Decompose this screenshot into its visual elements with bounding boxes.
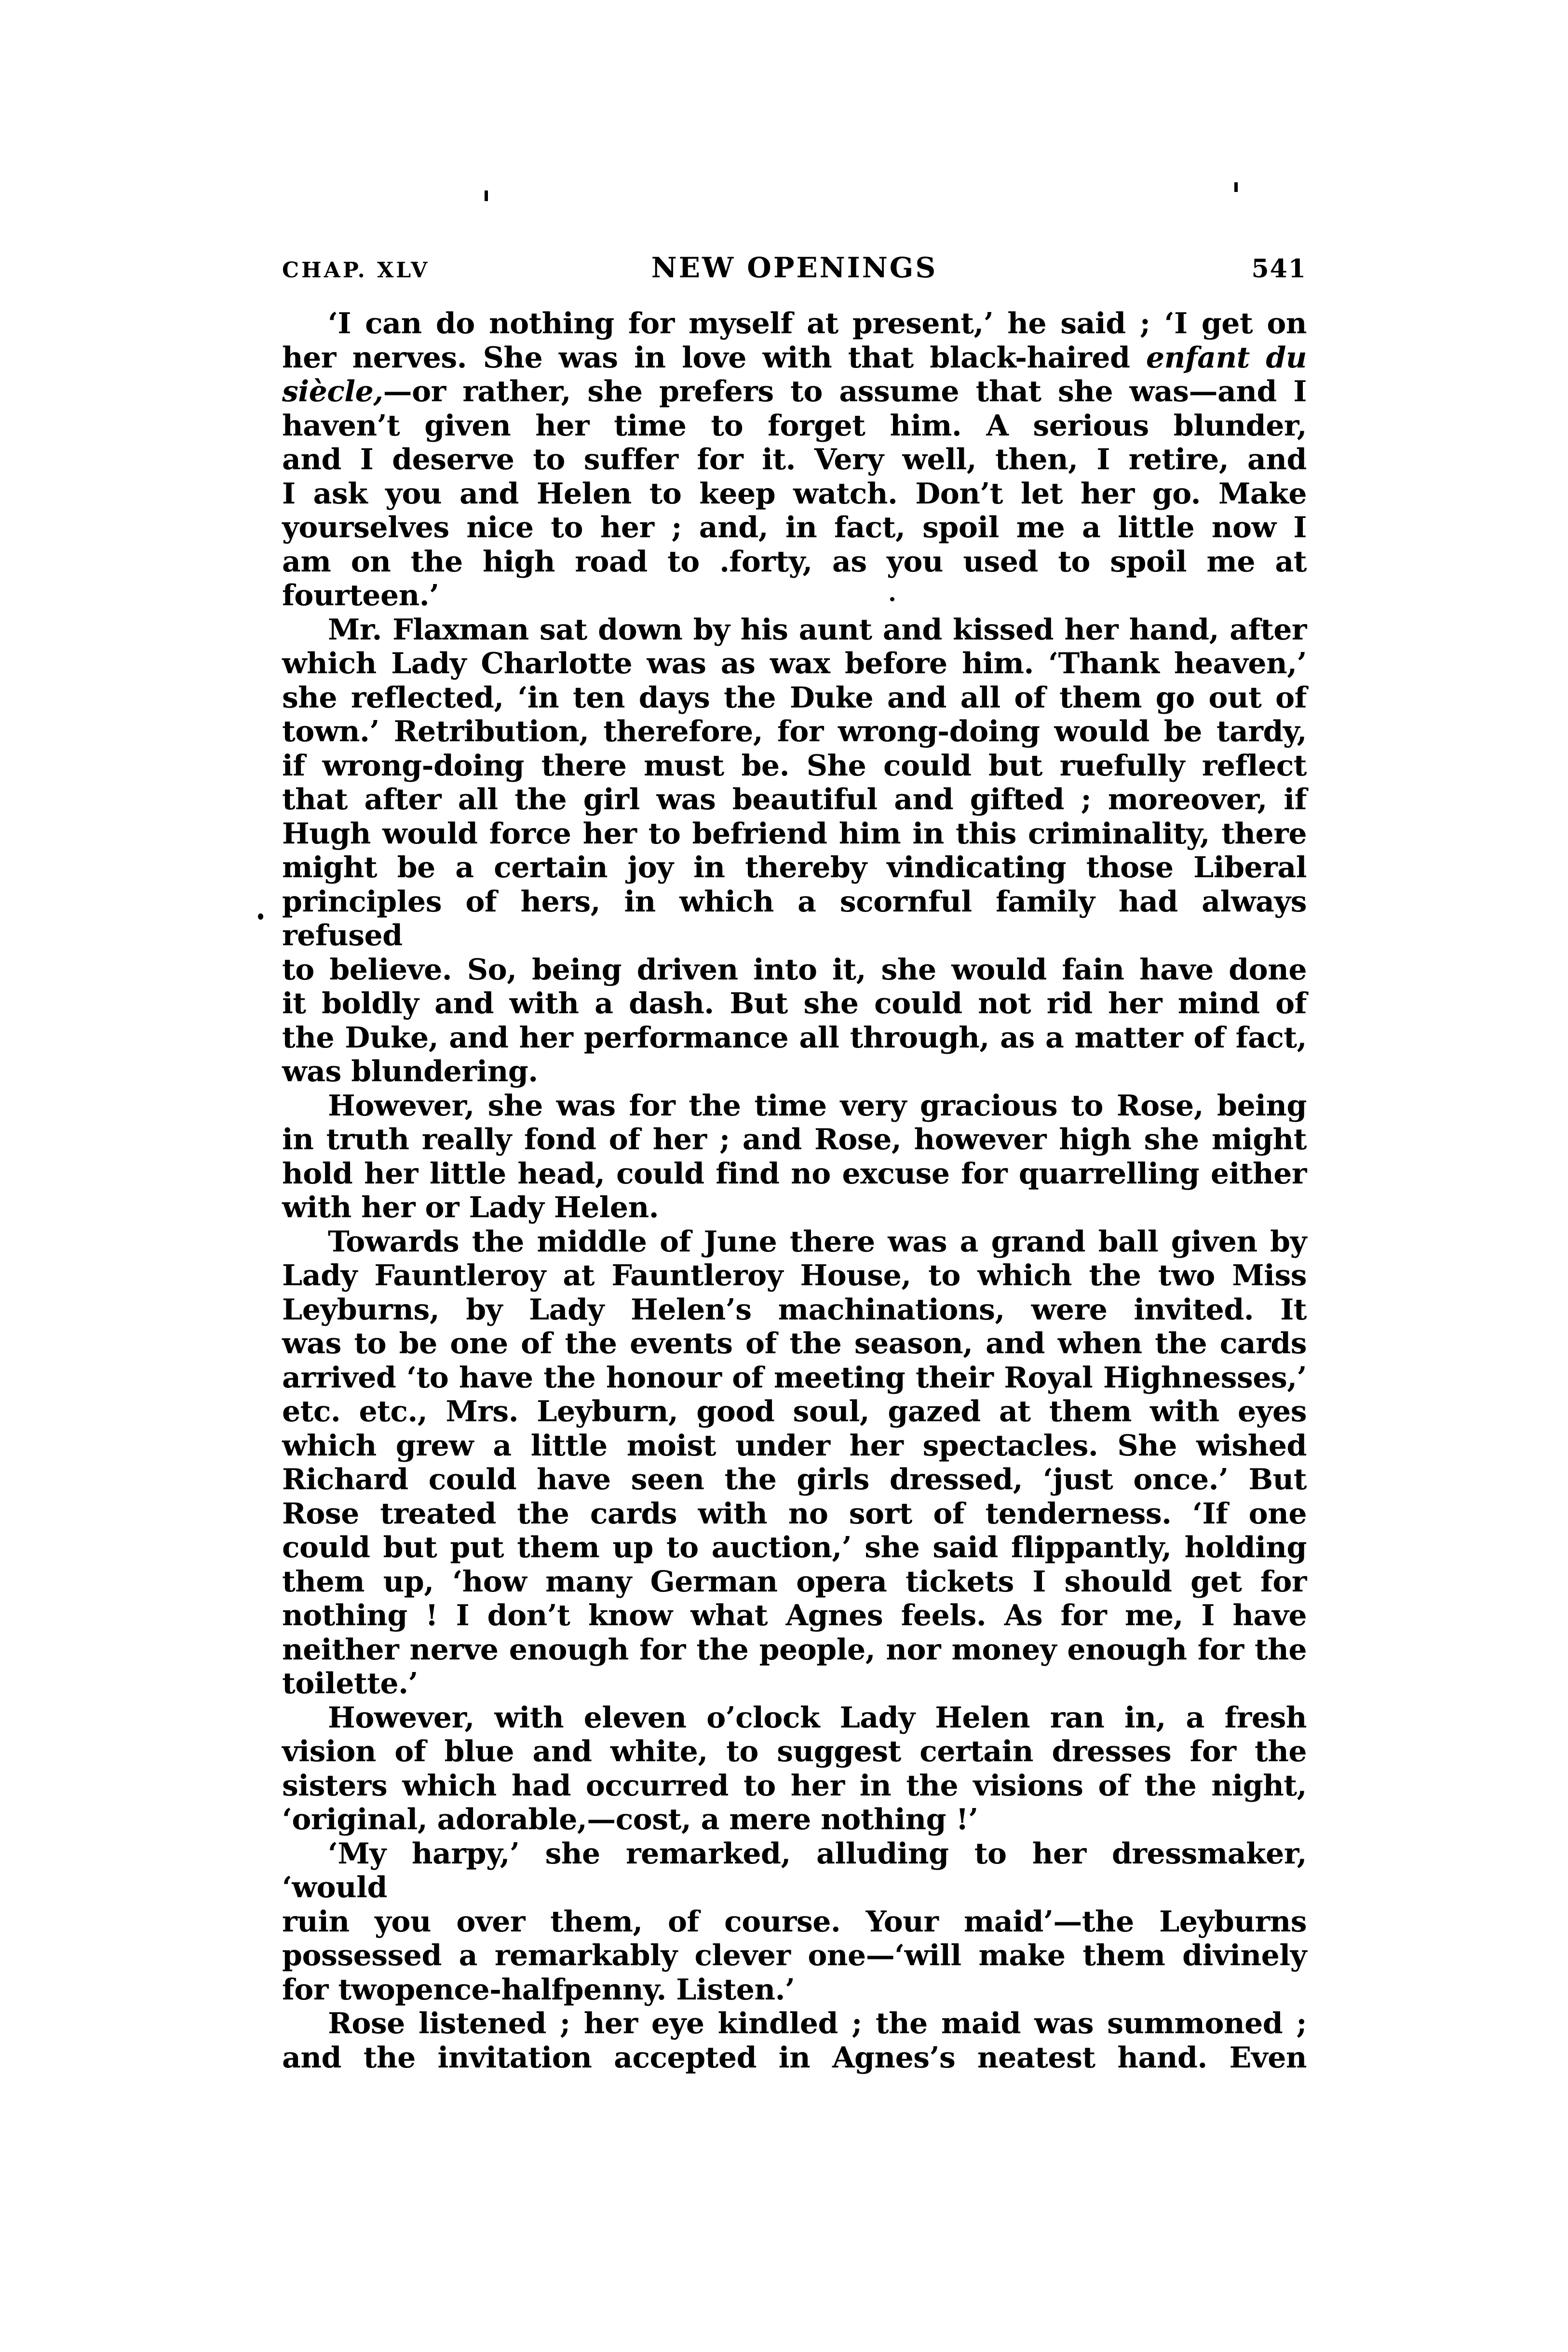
- text-line: her nerves. She was in love with that black-haired enfant du: [282, 340, 1307, 375]
- text-line: in truth really fond of her ; and Rose, however high she might: [282, 1123, 1307, 1156]
- text-line: ‘I can do nothing for myself at present,’ he said ; ‘I get on: [328, 307, 1307, 340]
- text-line: if wrong-doing there must be. She could but ruefully reflect: [282, 748, 1307, 783]
- paragraph: [282, 1837, 1307, 2007]
- text-line: siècle,—or rather, she prefers to assume that she was—and I: [282, 375, 1307, 408]
- text-line: However, with eleven o’clock Lady Helen ran in, a fresh: [328, 1700, 1307, 1735]
- text-line: ruin you over them, of course. Your maid’—the Leyburns: [282, 1904, 1307, 1939]
- scan-speck: [1234, 182, 1238, 192]
- scan-speck: [258, 913, 263, 920]
- text-line: that after all the girl was beautiful and gifted ; moreover, if: [282, 783, 1307, 816]
- scan-speck: [485, 190, 488, 201]
- text-line: with her or Lady Helen.: [282, 1191, 659, 1224]
- text-line: she reflected, ‘in ten days the Duke and all of them go out of: [282, 680, 1307, 715]
- text-line: yourselves nice to her ; and, in fact, spoil me a little now I: [282, 511, 1307, 544]
- text-line: hold her little head, could find no excuse for quarrelling either: [282, 1156, 1307, 1191]
- text-line: was to be one of the events of the season, and when the cards: [282, 1327, 1307, 1360]
- text-line: sisters which had occurred to her in the visions of the night,: [282, 1768, 1307, 1803]
- text-line: haven’t given her time to forget him. A serious blunder,: [282, 408, 1307, 443]
- text-line: ‘original, adorable,—cost, a mere nothing !’: [282, 1803, 978, 1836]
- text-line: and I deserve to suffer for it. Very well, then, I retire, and: [282, 443, 1307, 476]
- text-line: might be a certain joy in thereby vindicating those Liberal: [282, 851, 1307, 884]
- text-line: possessed a remarkably clever one—‘will make them divinely: [282, 1939, 1307, 1972]
- text-line: Hugh would force her to befriend him in this criminality, there: [282, 816, 1307, 851]
- scan-speck: [890, 597, 894, 601]
- text-line: vision of blue and white, to suggest certain dresses for the: [282, 1735, 1307, 1768]
- text-line: for twopence-halfpenny. Listen.’: [282, 1972, 795, 2007]
- text-line: neither nerve enough for the people, nor money enough for the: [282, 1632, 1307, 1667]
- text-line: Mr. Flaxman sat down by his aunt and kissed her hand, after: [328, 612, 1307, 647]
- page-header: [282, 251, 1307, 284]
- text-line: town.’ Retribution, therefore, for wrong-doing would be tardy,: [282, 715, 1307, 748]
- text-line: could but put them up to auction,’ she said flippantly, holding: [282, 1531, 1307, 1564]
- text-line: the Duke, and her performance all through, as a matter of fact,: [282, 1020, 1307, 1055]
- text-line: was blundering.: [282, 1055, 538, 1088]
- paragraph: [282, 613, 1307, 1089]
- text-line: arrived ‘to have the honour of meeting their Royal Highnesses,’: [282, 1360, 1307, 1395]
- paragraph: [282, 307, 1307, 613]
- text-line: I ask you and Helen to keep watch. Don’t let her go. Make: [282, 476, 1307, 511]
- text-line: Rose treated the cards with no sort of tenderness. ‘If one: [282, 1496, 1307, 1531]
- page-number: 541: [1251, 254, 1307, 284]
- text-line: fourteen.’: [282, 579, 439, 612]
- text-column: [282, 307, 1307, 2075]
- text-line: etc. etc., Mrs. Leyburn, good soul, gazed at them with eyes: [282, 1395, 1307, 1428]
- text-line: However, she was for the time very gracious to Rose, being: [328, 1088, 1307, 1123]
- paragraph: [282, 1225, 1307, 1701]
- text-line: to believe. So, being driven into it, she would fain have done: [282, 952, 1307, 987]
- text-line: toilette.’: [282, 1667, 418, 1700]
- text-line: them up, ‘how many German opera tickets I should get for: [282, 1564, 1307, 1599]
- text-line: Lady Fauntleroy at Fauntleroy House, to which the two Miss: [282, 1259, 1307, 1292]
- chapter-label: CHAP. XLV: [282, 258, 430, 283]
- paragraph: [282, 1089, 1307, 1225]
- text-line: nothing ! I don’t know what Agnes feels. As for me, I have: [282, 1599, 1307, 1632]
- text-line: which Lady Charlotte was as wax before him. ‘Thank heaven,’: [282, 647, 1307, 680]
- text-line: it boldly and with a dash. But she could not rid her mind of: [282, 987, 1307, 1020]
- text-line: Rose listened ; her eye kindled ; the maid was summoned ;: [328, 2007, 1307, 2040]
- text-line: and the invitation accepted in Agnes’s neatest hand. Even: [282, 2040, 1307, 2075]
- text-line: am on the high road to .forty, as you used to spoil me at: [282, 544, 1307, 579]
- text-line: Towards the middle of June there was a grand ball given by: [328, 1224, 1307, 1259]
- text-line: Richard could have seen the girls dressed, ‘just once.’ But: [282, 1463, 1307, 1496]
- text-line: principles of hers, in which a scornful family had always refused: [282, 884, 1307, 952]
- running-title: NEW OPENINGS: [651, 251, 938, 284]
- text-line: Leyburns, by Lady Helen’s machinations, were invited. It: [282, 1292, 1307, 1327]
- paragraph: [282, 2007, 1307, 2075]
- text-line: which grew a little moist under her spectacles. She wished: [282, 1428, 1307, 1463]
- text-line: ‘My harpy,’ she remarked, alluding to her dressmaker, ‘would: [282, 1836, 1307, 1904]
- paragraph: [282, 1701, 1307, 1837]
